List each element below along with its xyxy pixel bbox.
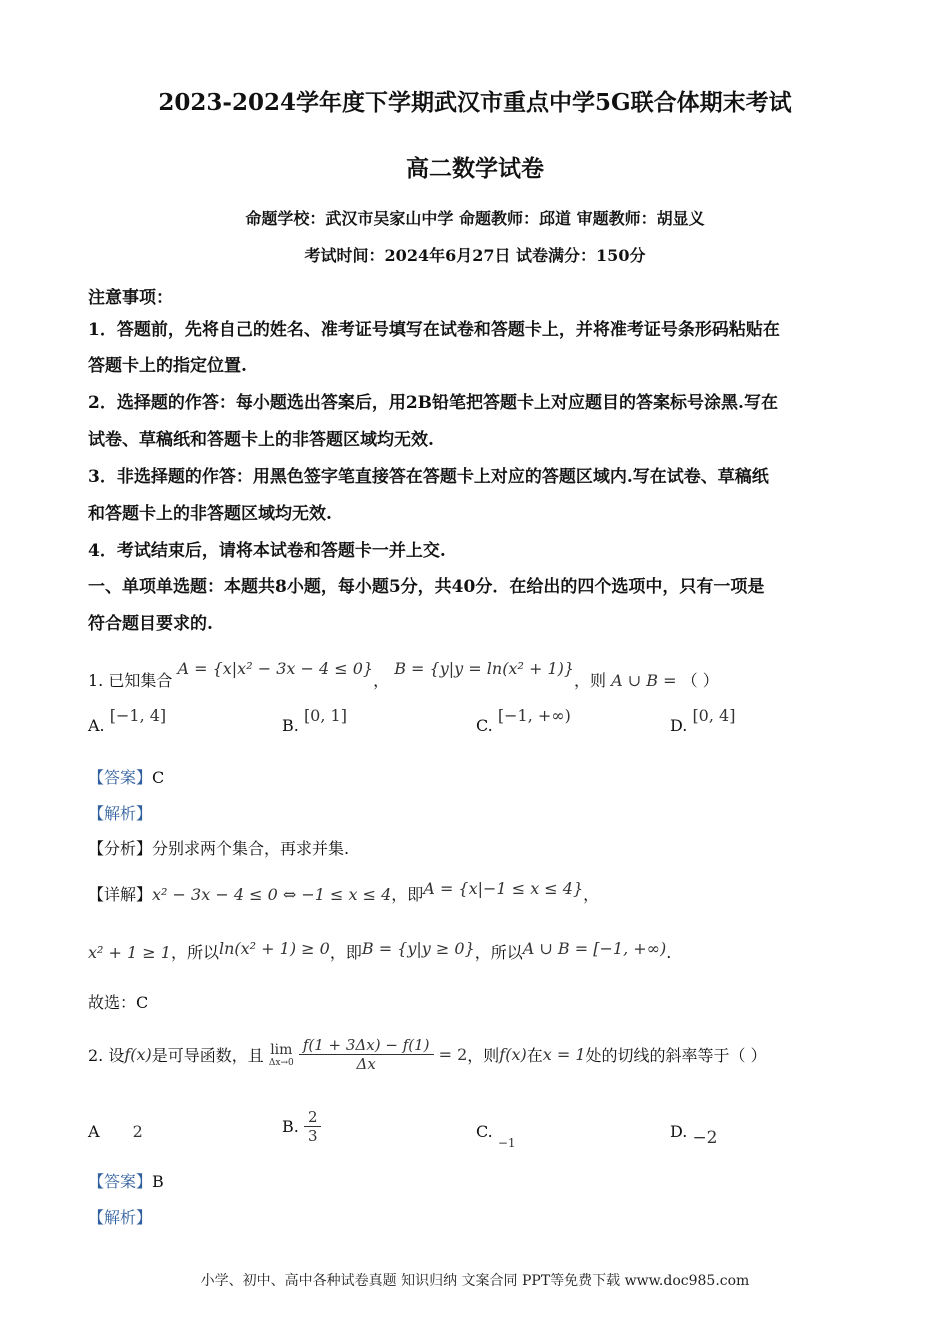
exam-meta-time: 考试时间：2024年6月27日 试卷满分：150分 — [304, 246, 646, 265]
q1-option-d: D. [0, 4] — [670, 706, 736, 735]
page-footer: 小学、初中、高中各种试卷真题 知识归纳 文案合同 PPT等免费下载 www.doc985.com — [200, 1273, 750, 1289]
q2-option-a: A 2 — [88, 1122, 143, 1141]
q2-analysis-tag: 【解析】 — [88, 1208, 153, 1227]
question-2-stem: 2. 设f(x)是可导函数，且 lim Δx→0 $\frac{f(1 + 3\Delta x) - f(1)}{\Delta x}$ = 2，则f(x)在x = 1处的切线的斜率等于（ ） — [88, 1036, 767, 1073]
question-1-stem: 1. 已知集合 A = {x|x² − 3x − 4 ≤ 0}， B = {y|y = ln(x² + 1)}，则 A ∪ B = （ ） — [88, 659, 719, 690]
limit-operator: lim Δx→0 — [268, 1041, 294, 1068]
exam-title: 2023-2024学年度下学期武汉市重点中学5G联合体期末考试 — [158, 89, 792, 116]
exam-subtitle: 高二数学试卷 — [406, 155, 544, 182]
q1-detail-line1: 【详解】x² − 3x − 4 ≤ 0 ⇔ −1 ≤ x ≤ 4，即A = {x|−1 ≤ x ≤ 4}， — [88, 879, 600, 904]
notice-line: 2．选择题的作答：每小题选出答案后，用2B铅笔把答题卡上对应题目的答案标号涂黑.写在 — [88, 393, 778, 413]
two-thirds-fraction: $\frac{2}{3}$ — [304, 1108, 322, 1145]
notice-line: 1．答题前，先将自己的姓名、准考证号填写在试卷和答题卡上，并将准考证号条形码粘贴在 — [88, 320, 780, 340]
notice-line: 试卷、草稿纸和答题卡上的非答题区域均无效. — [88, 430, 434, 450]
set-b-expression: B = {y|y = ln(x² + 1)} — [394, 659, 575, 678]
notice-line: 和答题卡上的非答题区域均无效. — [88, 504, 332, 524]
q1-fenxi: 【分析】分别求两个集合，再求并集. — [88, 839, 350, 858]
q1-option-c: C. [−1, +∞) — [476, 706, 571, 735]
exam-meta-authors: 命题学校：武汉市吴家山中学 命题教师：邱道 审题教师：胡显义 — [245, 209, 705, 228]
q1-option-b: B. [0, 1] — [282, 706, 347, 735]
q2-option-b: B. $\frac{2}{3}$ — [282, 1108, 321, 1145]
set-a-expression: A = {x|x² − 3x − 4 ≤ 0} — [177, 659, 374, 678]
q2-option-d: D. −2 — [670, 1122, 718, 1148]
limit-fraction: $\frac{f(1 + 3\Delta x) - f(1)}{\Delta x}$ — [299, 1036, 434, 1073]
notice-line: 答题卡上的指定位置. — [88, 356, 247, 376]
q1-conclusion: 故选：C — [88, 993, 149, 1012]
notice-line: 3．非选择题的作答：用黑色签字笔直接答在答题卡上对应的答题区域内.写在试卷、草稿纸 — [88, 467, 769, 487]
section-heading-cont: 符合题目要求的. — [88, 614, 213, 634]
notice-heading: 注意事项： — [88, 288, 173, 308]
q1-answer: 【答案】C — [88, 768, 165, 787]
union-expression: A ∪ B = — [611, 671, 677, 690]
notice-line: 4．考试结束后，请将本试卷和答题卡一并上交. — [88, 541, 446, 561]
q1-option-a: A. [−1, 4] — [88, 706, 167, 735]
q2-option-c: C. $_{-1}$ — [476, 1122, 516, 1150]
q1-detail-line2: x² + 1 ≥ 1，所以ln(x² + 1) ≥ 0，即B = {y|y ≥ 0}，所以A ∪ B = [−1, +∞). — [88, 939, 672, 962]
q1-analysis-tag: 【解析】 — [88, 804, 153, 823]
q2-answer: 【答案】B — [88, 1172, 164, 1191]
section-heading: 一、单项单选题：本题共8小题，每小题5分，共40分．在给出的四个选项中，只有一项是 — [88, 577, 765, 597]
